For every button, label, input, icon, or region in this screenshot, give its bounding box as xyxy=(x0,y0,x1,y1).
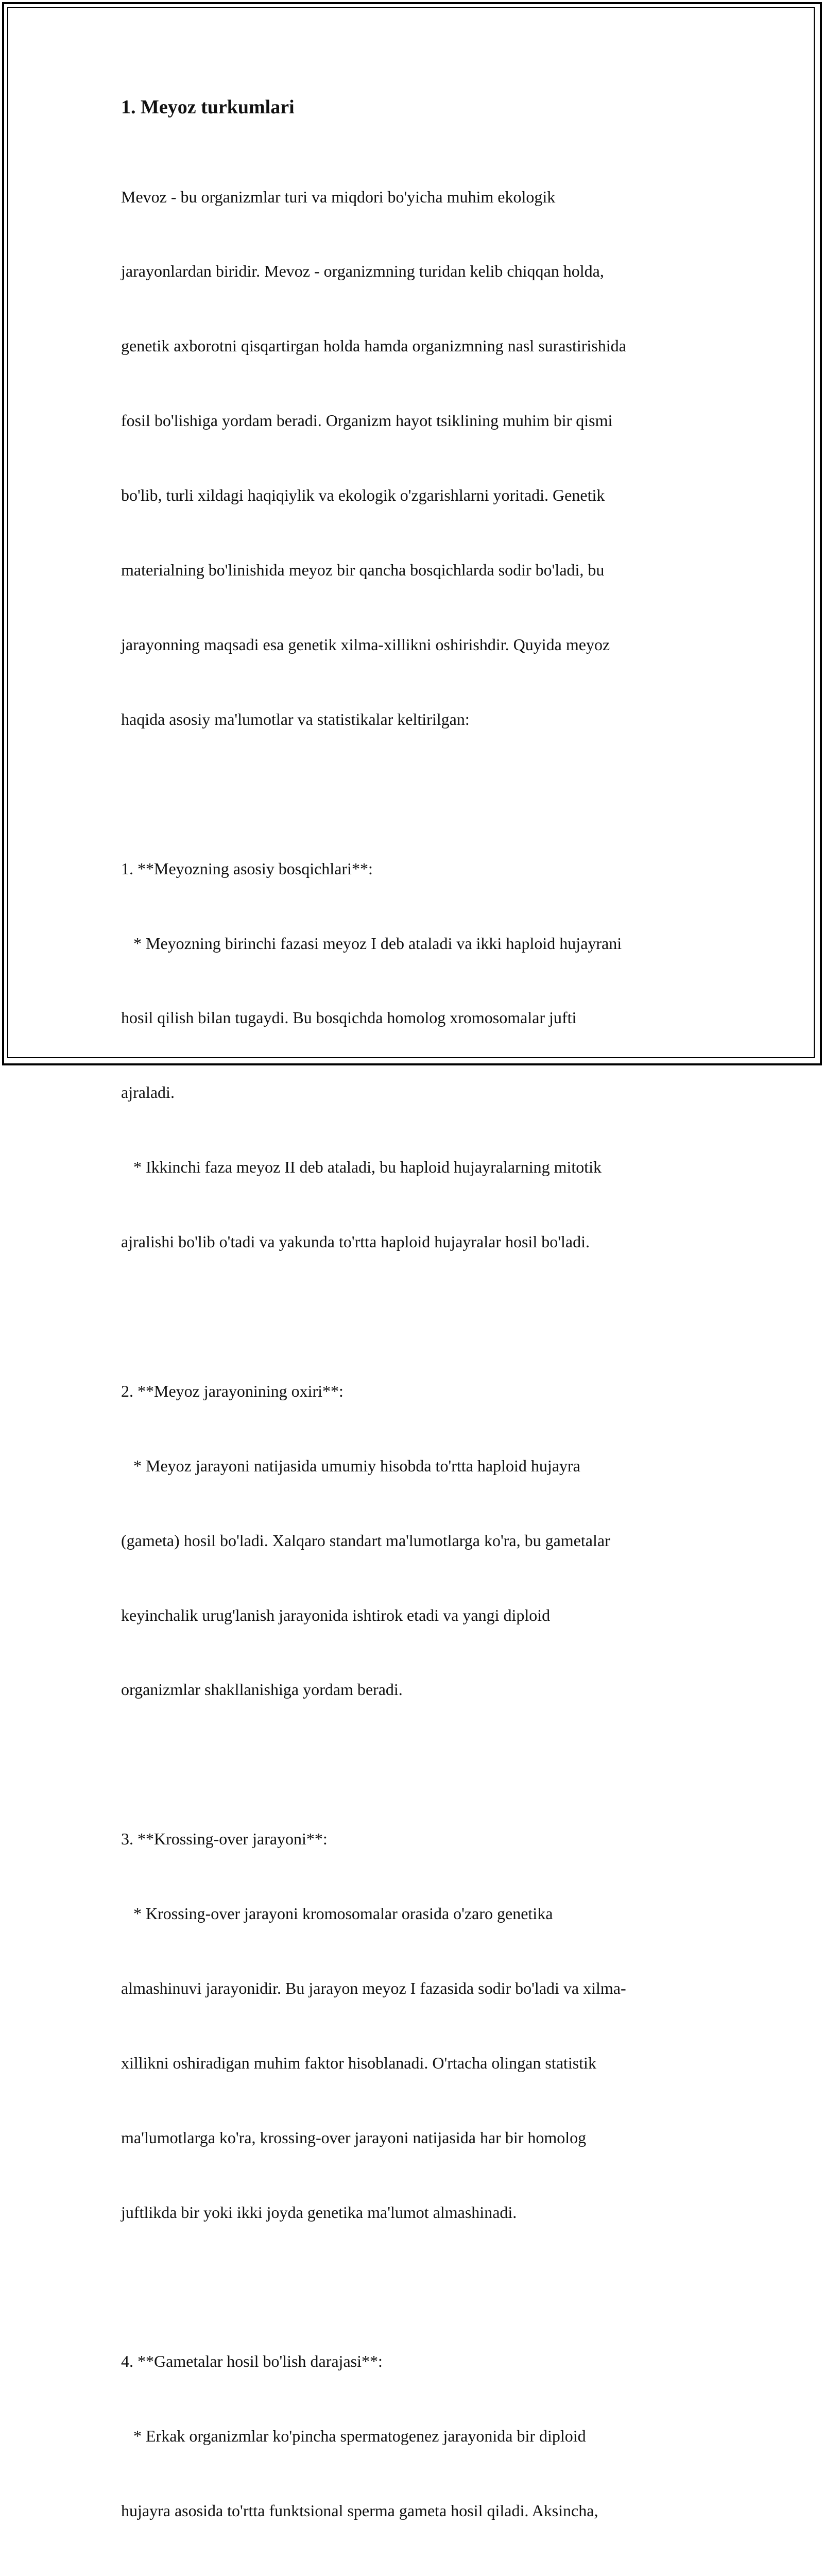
text-line: ma'lumotlarga ko'ra, krossing-over jarayoni natijasida har bir homolog xyxy=(121,2128,587,2147)
text-line: jarayonning maqsadi esa genetik xilma-xillikni oshirishdir. Quyida meyoz xyxy=(121,635,610,654)
text-line: materialning bo'linishida meyoz bir qancha bosqichlarda sodir bo'ladi, bu xyxy=(121,561,605,580)
body-text xyxy=(121,134,708,2576)
text-line: (gameta) hosil bo'ladi. Xalqaro standart ma'lumotlarga ko'ra, bu gametalar xyxy=(121,1531,610,1550)
text-line: jarayonlardan biridir. Mevoz - organizmning turidan kelib chiqqan holda, xyxy=(121,262,604,281)
text-line xyxy=(121,2573,708,2576)
list-heading-4: 4. **Gametalar hosil bo'lish darajasi**: xyxy=(121,2352,383,2371)
text-line: xillikni oshiradigan muhim faktor hisoblanadi. O'rtacha olingan statistik xyxy=(121,2053,596,2072)
text-line: hujayra asosida to'rtta funktsional sperma gameta hosil qiladi. Aksincha, xyxy=(121,2501,598,2520)
text-line: haqida asosiy ma'lumotlar va statistikalar keltirilgan: xyxy=(121,709,470,728)
text-line: almashinuvi jarayonidir. Bu jarayon meyoz I fazasida sodir bo'ladi va xilma- xyxy=(121,1978,626,1997)
text-line: * Erkak organizmlar ko'pincha spermatogenez jarayonida bir diploid xyxy=(121,2427,586,2446)
blank-line xyxy=(121,2275,708,2299)
list-heading-3: 3. **Krossing-over jarayoni**: xyxy=(121,1829,328,1849)
text-line: * Meyozning birinchi fazasi meyoz I deb ataladi va ikki haploid hujayrani xyxy=(121,934,622,953)
text-line: organizmlar shakllanishiga yordam beradi. xyxy=(121,1680,403,1699)
text-line: ajralishi bo'lib o'tadi va yakunda to'rtta haploid hujayralar hosil bo'ladi. xyxy=(121,1232,590,1251)
page-title: 1. Meyoz turkumlari xyxy=(121,96,295,118)
text-line: bo'lib, turli xildagi haqiqiylik va ekologik o'zgarishlarni yoritadi. Genetik xyxy=(121,486,605,505)
list-heading-1: 1. **Meyozning asosiy bosqichlari**: xyxy=(121,859,373,878)
text-line: hosil qilish bilan tugaydi. Bu bosqichda homolog xromosomalar jufti xyxy=(121,1008,577,1027)
text-line: * Ikkinchi faza meyoz II deb ataladi, bu haploid hujayralarning mitotik xyxy=(121,1158,602,1177)
list-heading-2: 2. **Meyoz jarayonining oxiri**: xyxy=(121,1381,344,1400)
text-line: juftlikda bir yoki ikki joyda genetika ma'lumot almashinadi. xyxy=(121,2202,517,2222)
blank-line xyxy=(121,1304,708,1329)
text-line: Mevoz - bu organizmlar turi va miqdori bo'yicha muhim ekologik xyxy=(121,187,556,206)
document-content xyxy=(121,95,708,2576)
text-line: * Krossing-over jarayoni kromosomalar orasida o'zaro genetika xyxy=(121,1904,553,1923)
blank-line xyxy=(121,782,708,806)
text-line: keyinchalik urug'lanish jarayonida ishtirok etadi va yangi diploid xyxy=(121,1605,551,1624)
text-line: fosil bo'lishiga yordam beradi. Organizm hayot tsiklining muhim bir qismi xyxy=(121,411,613,430)
text-line: * Meyoz jarayoni natijasida umumiy hisobda to'rtta haploid hujayra xyxy=(121,1456,580,1475)
text-line: genetik axborotni qisqartirgan holda hamda organizmning nasl surastirishida xyxy=(121,336,626,355)
blank-line xyxy=(121,1752,708,1776)
text-line: ajraladi. xyxy=(121,1083,175,1102)
